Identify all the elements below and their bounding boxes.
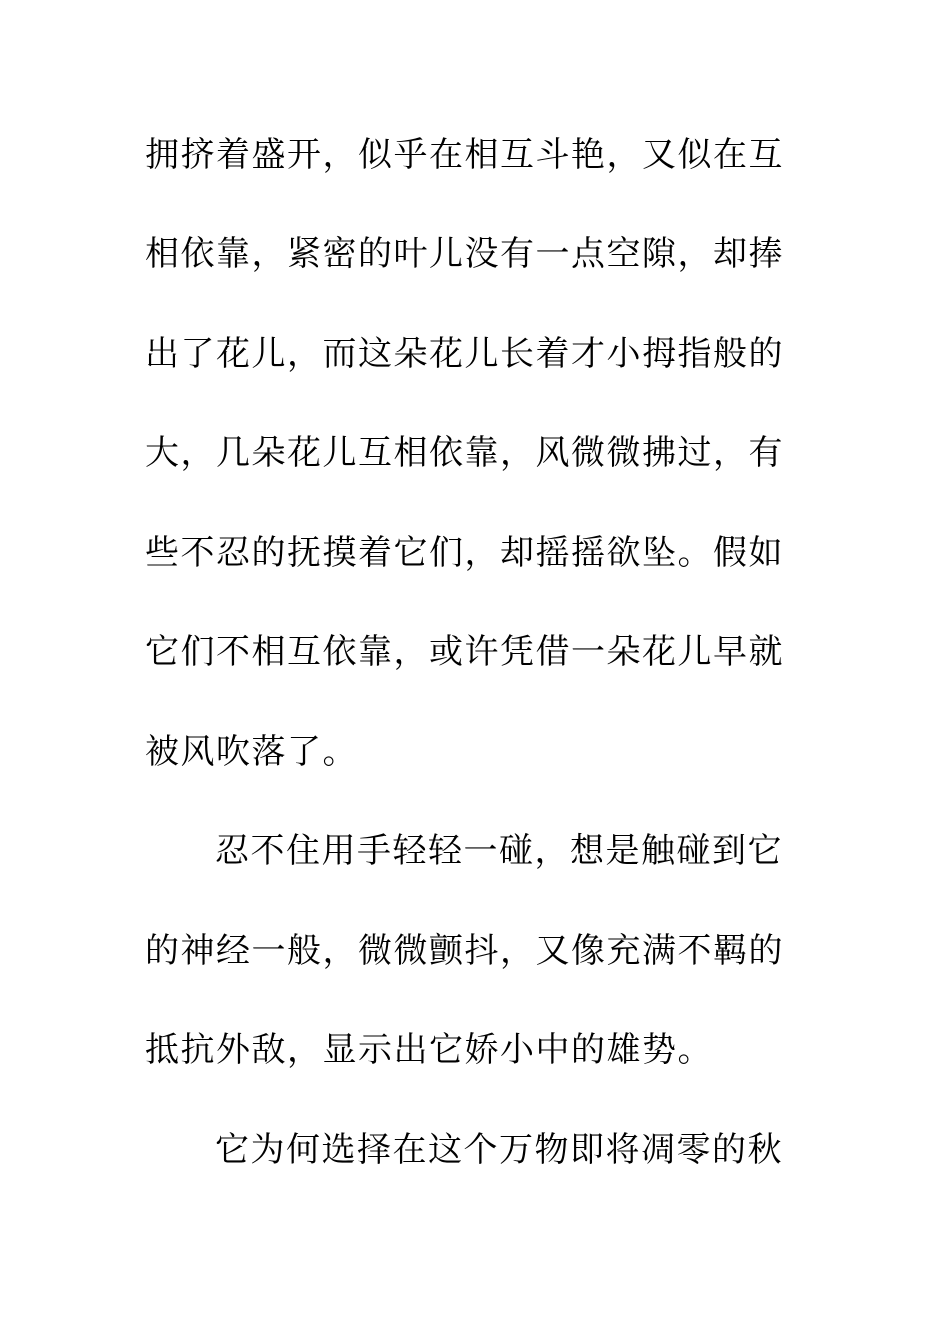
text-line: 被风吹落了。 bbox=[145, 732, 358, 772]
text-line: 些不忍的抚摸着它们，却摇摇欲坠。假如 bbox=[145, 533, 784, 573]
paragraph-start-line: 它为何选择在这个万物即将凋零的秋 bbox=[215, 1130, 783, 1170]
text-line: 的神经一般，微微颤抖，又像充满不羁的 bbox=[145, 931, 784, 971]
text-line: 大，几朵花儿互相依靠，风微微拂过，有 bbox=[145, 433, 784, 473]
text-line: 出了花儿，而这朵花儿长着才小拇指般的 bbox=[145, 334, 784, 374]
text-line: 抵抗外敌，显示出它娇小中的雄势。 bbox=[145, 1030, 713, 1070]
text-line: 相依靠，紧密的叶儿没有一点空隙，却捧 bbox=[145, 234, 784, 274]
text-line: 它们不相互依靠，或许凭借一朵花儿早就 bbox=[145, 632, 784, 672]
paragraph-start-line: 忍不住用手轻轻一碰，想是触碰到它 bbox=[215, 831, 783, 871]
text-line: 拥挤着盛开，似乎在相互斗艳，又似在互 bbox=[145, 135, 784, 175]
